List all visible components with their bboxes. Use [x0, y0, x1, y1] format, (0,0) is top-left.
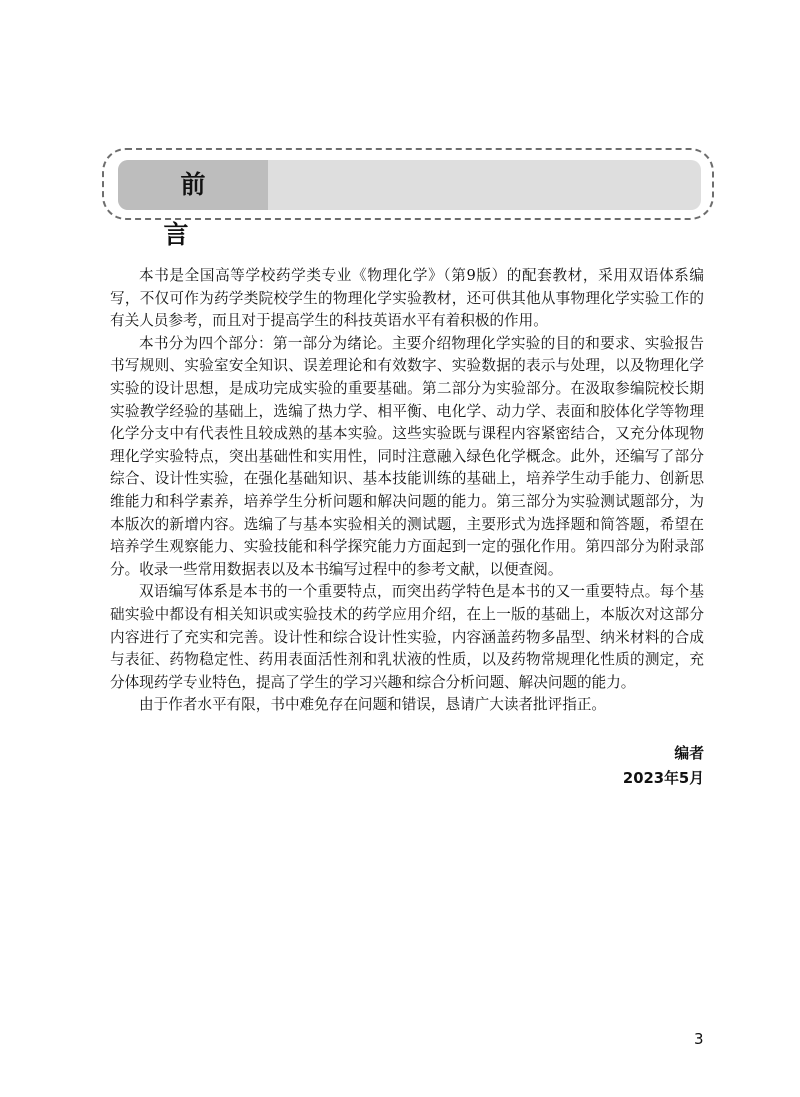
- signature-date: 2023年5月: [622, 770, 704, 787]
- preface-body: [110, 265, 704, 717]
- author-signature: 编者: [674, 745, 704, 762]
- paragraph-2: 本书分为四个部分：第一部分为绪论。主要介绍物理化学实验的目的和要求、实验报告书写规则、实验室安全知识、误差理论和有效数字、实验数据的表示与处理，以及物理化学实验的设计思想，是成功完成实验的重要基础。第二部分为实验部分。在汲取参编院校长期实验教学经验的基础上，选编了热力学、相平衡、电化学、动力学、表面和胶体化学等物理化学分支中有代表性且较成熟的基本实验。这些实验既与课程内容紧密结合，又充分体现物理化学实验特点，突出基础性和实用性，同时注意融入绿色化学概念。此外，还编写了部分综合、设计性实验，在强化基础知识、基本技能训练的基础上，培养学生动手能力、创新思维能力和科学素养，培养学生分析问题和解决问题的能力。第三部分为实验测试题部分，为本版次的新增内容。选编了与基本实验相关的测试题，主要形式为选择题和简答题，希望在培养学生观察能力、实验技能和科学探究能力方面起到一定的强化作用。第四部分为附录部分。收录一些常用数据表以及本书编写过程中的参考文献，以便查阅。: [110, 334, 704, 578]
- signature-block: [623, 741, 704, 791]
- paragraph-1: 本书是全国高等学校药学类专业《物理化学》（第9版）的配套教材，采用双语体系编写，不仅可作为药学类院校学生的物理化学实验教材，还可供其他从事物理化学实验工作的有关人员参考，而且对于提高学生的科技英语水平有着积极的作用。: [110, 267, 704, 330]
- paragraph-4: 由于作者水平有限，书中难免存在问题和错误，恳请广大读者批评指正。: [139, 696, 607, 714]
- page-number: 3: [694, 1030, 704, 1048]
- paragraph-3: 双语编写体系是本书的一个重要特点，而突出药学特色是本书的又一重要特点。每个基础实验中都设有相关知识或实验技术的药学应用介绍，在上一版的基础上，本版次对这部分内容进行了充实和完善。设计性和综合设计性实验，内容涵盖药物多晶型、纳米材料的合成与表征、药物稳定性、药用表面活性剂和乳状液的性质，以及药物常规理化性质的测定，充分体现药学专业特色，提高了学生的学习兴趣和综合分析问题、解决问题的能力。: [110, 583, 704, 691]
- preface-title: 前言: [163, 170, 240, 249]
